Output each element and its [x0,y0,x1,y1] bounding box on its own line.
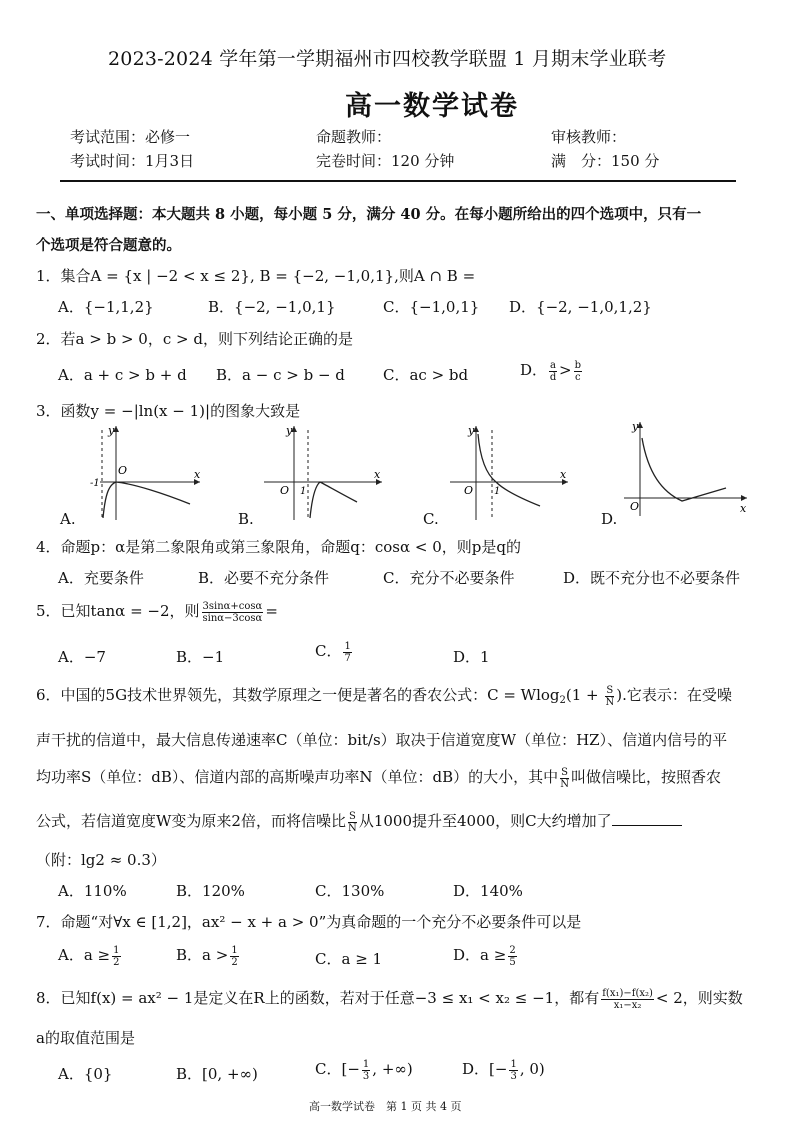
q8-line2: a的取值范围是 [36,1029,135,1047]
q4-option-b: B．必要不充分条件 [198,569,330,587]
q8-option-b: B．[0, +∞) [176,1065,258,1083]
q2-d-prefix: D． [520,361,548,379]
section-heading-line2: 个选项是符合题意的。 [36,237,181,254]
q6-l1-mid: (1 + [565,686,604,704]
header-divider [60,180,736,182]
x-arrow [741,495,747,501]
q7-b-prefix: B．a > [176,946,229,964]
q7-option-a [58,944,123,968]
q2-d-den2: c [574,371,581,383]
origin-label: O [280,484,290,497]
q7-d-frac [508,945,516,968]
exam-reviewer: 审核教师： [551,128,627,146]
q4-option-c: C．充分不必要条件 [383,569,515,587]
graph-curve [310,482,357,518]
q8-option-c [315,1058,413,1082]
exam-header: 2023-2024 学年第一学期福州市四校教学联盟 1 月期末学业联考 [108,48,667,70]
q4-stem: 4．命题p：α是第二象限角或第三象限角，命题q：cosα < 0，则p是q的 [36,538,521,556]
q7-b-num: 1 [231,944,238,956]
q3-option-c: C. [423,510,439,528]
section-heading-line1: 一、单项选择题：本大题共 8 小题，每小题 5 分，满分 40 分。在每小题所给出的四个选项中，只有一 [36,206,702,223]
q6-option-d: D．140% [453,882,523,900]
q2-d-gt: > [559,361,572,379]
q3-stem: 3．函数y = −|ln(x − 1)|的图象大致是 [36,402,301,420]
q6-l1-sub: 2 [559,695,566,706]
q7-a-num: 1 [113,944,120,956]
q7-option-d [453,944,519,968]
q8-d-suffix: , 0) [519,1060,545,1078]
q5-option-a: A．−7 [58,648,106,666]
graph-curve [478,434,540,506]
q7-a-frac [112,945,120,968]
q8-c-suffix: , +∞) [372,1060,413,1078]
q6-l4-suffix: 从1000提升至4000，则C大约增加了 [358,812,612,830]
q2-d-frac2 [574,360,582,383]
q8-option-a: A．{0} [58,1065,113,1083]
q1-stem: 1．集合A = {x | −2 < x ≤ 2}, B = {−2, −1,0,1},则A ∩ B = [36,267,476,285]
tick-label: -1 [90,478,100,489]
q6-l4-num: S [348,810,356,822]
q6-l1-frac [605,685,614,708]
q7-a-den: 2 [113,956,120,968]
q6-option-b: B．120% [176,882,245,900]
q4-option-a: A．充要条件 [58,569,144,587]
exam-date: 考试时间：1月3日 [70,152,195,170]
page-footer: 高一数学试卷 第 1 页 共 4 页 [309,1100,462,1113]
q8-d-den: 3 [510,1070,517,1082]
y-label: y [286,424,293,437]
x-label: x [194,468,201,481]
q6-l3-suffix: 叫做信噪比，按照香农 [571,768,722,786]
q3-graph-b [262,422,387,522]
q5-suffix: = [265,602,278,620]
q2-option-d [520,359,584,383]
q6-line4 [36,810,682,834]
q8-d-frac [509,1059,517,1082]
q2-d-num2: b [574,359,581,371]
q6-line1 [36,684,732,708]
q2-option-c: C．ac > bd [383,366,469,384]
q2-option-b: B．a − c > b − d [216,366,345,384]
q7-b-den: 2 [231,956,238,968]
q6-l1-suffix: ).它表示：在受噪 [616,686,732,704]
q1-option-b: B．{−2, −1,0,1} [208,298,336,316]
exam-score: 满 分：150 分 [551,152,660,170]
q6-l1-den: N [605,696,615,708]
answer-blank [612,811,682,826]
q1-option-a: A．{−1,1,2} [58,298,154,316]
q3-graph-d [622,418,752,518]
q5-num: 3sinα+cosα [202,600,263,612]
exam-duration: 完卷时间：120 分钟 [316,152,455,170]
origin-label: O [118,464,128,477]
q8-l1-prefix: 8．已知f(x) = ax² − 1是定义在R上的函数，若对于任意−3 ≤ x₁ < x₂ ≤ −1，都有 [36,989,600,1007]
q3-option-b: B. [238,510,254,528]
q8-l1-frac [601,988,654,1011]
q6-l3-frac [560,767,569,790]
q6-l4-prefix: 公式，若信道宽度W变为原来2倍，而将信噪比 [36,812,346,830]
q6-note: （附：lg2 ≈ 0.3） [36,851,166,869]
q6-l4-den: N [348,822,357,834]
q7-option-b [176,944,241,968]
q5-c-frac [343,641,351,664]
q7-stem: 7．命题“对∀x ∈ [1,2]，ax² − x + a > 0”为真命题的一个充分不必要条件可以是 [36,913,582,931]
origin-label: O [464,484,474,497]
q8-c-prefix: C．[− [315,1060,360,1078]
q8-l1-suffix: < 2，则实数 [655,989,743,1007]
q2-d-num1: a [550,359,556,371]
q5-stem [36,600,278,624]
q6-line2: 声干扰的信道中，最大信息传递速率C（单位：bit/s）取决于信道宽度W（单位：HZ）、信道内信号的平 [36,731,728,749]
q3-option-a: A. [60,510,76,528]
q5-option-d: D．1 [453,648,490,666]
q5-frac [202,601,264,624]
q7-b-frac [230,945,238,968]
q6-line3 [36,766,721,790]
exam-range: 考试范围：必修一 [70,128,191,146]
q6-l4-frac [348,811,357,834]
q5-option-c [315,640,354,664]
q8-c-den: 3 [362,1070,370,1082]
page-title: 高一数学试卷 [345,91,519,122]
q7-d-prefix: D．a ≥ [453,946,507,964]
q8-d-num: 1 [510,1058,517,1070]
q2-stem: 2．若a > b > 0，c > d，则下列结论正确的是 [36,330,353,348]
y-label: y [108,424,115,437]
q8-c-frac [362,1059,370,1082]
q6-l3-num: S [561,766,569,778]
x-label: x [740,502,747,515]
q8-l1-num: f(x₁)−f(x₂) [602,987,653,999]
q6-option-a: A．110% [58,882,127,900]
q5-den: sinα−3cosα [202,612,263,624]
q6-l3-prefix: 均功率S（单位：dB）、信道内部的高斯噪声功率N（单位：dB）的大小，其中 [36,768,559,786]
q8-line1 [36,987,743,1011]
q7-a-prefix: A．a ≥ [58,946,111,964]
q5-option-b: B．−1 [176,648,225,666]
q5-c-prefix: C． [315,642,342,660]
q2-d-frac1 [549,360,557,383]
tick-label: 1 [494,486,501,497]
q3-graph-c [448,422,573,522]
q6-l3-den: N [560,778,569,790]
q5-prefix: 5．已知tanα = −2，则 [36,602,200,620]
q1-option-d: D．{−2, −1,0,1,2} [509,298,652,316]
q7-d-den: 5 [509,956,516,968]
q8-c-num: 1 [362,1058,370,1070]
q6-option-c: C．130% [315,882,385,900]
q8-option-d [462,1058,545,1082]
q4-option-d: D．既不充分也不必要条件 [563,569,741,587]
q3-graph-a [80,422,205,522]
y-label: y [632,420,639,433]
tick-label: 1 [300,486,307,497]
q6-l1-prefix: 6．中国的5G技术世界领先，其数学原理之一便是著名的香农公式：C = Wlog [36,686,560,704]
q3-option-d: D. [601,510,618,528]
q5-c-den: 7 [344,652,351,664]
q8-d-prefix: D．[− [462,1060,508,1078]
q2-d-den1: d [549,371,557,383]
exam-author: 命题教师： [316,128,392,146]
q1-option-c: C．{−1,0,1} [383,298,480,316]
q6-l1-num: S [606,684,614,696]
q7-d-num: 2 [509,944,516,956]
x-label: x [374,468,381,481]
q5-c-num: 1 [344,640,351,652]
x-label: x [560,468,567,481]
origin-label: O [630,500,640,513]
q7-option-c: C．a ≥ 1 [315,950,383,968]
q2-option-a: A．a + c > b + d [58,366,187,384]
y-label: y [468,424,475,437]
q8-l1-den: x₁−x₂ [613,999,642,1011]
graph-curve [642,438,726,501]
